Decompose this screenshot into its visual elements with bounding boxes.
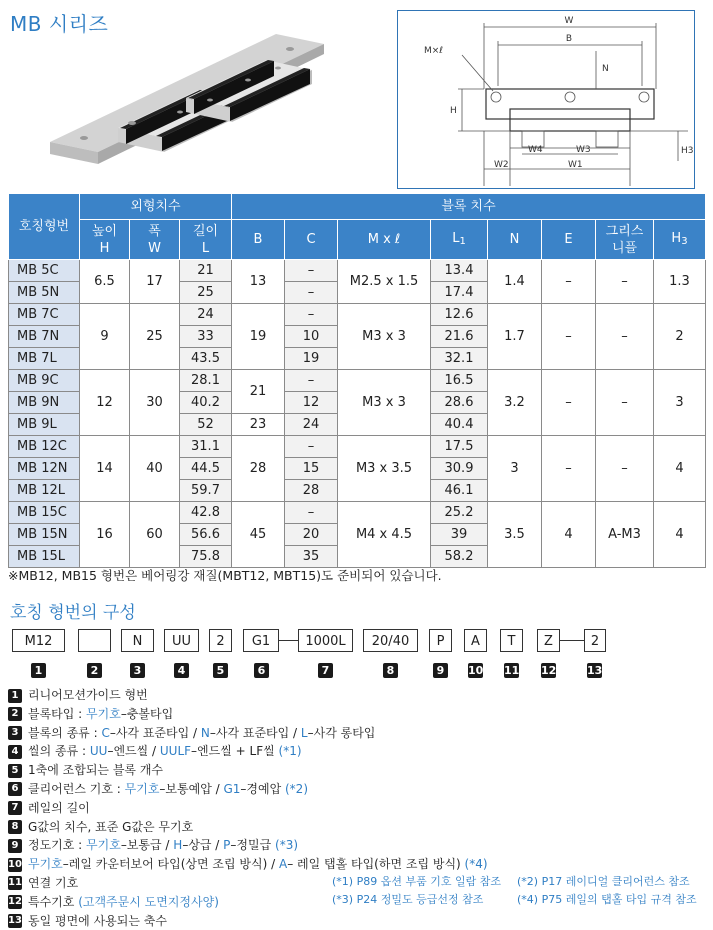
table-row: MB 9C 12 30 28.1 21 – M3 x 3 16.5 3.2 – – 3 xyxy=(9,370,706,392)
table-row: MB 9L 52 23 24 40.4 xyxy=(9,414,706,436)
table-row: MB 15L 75.8 35 58.2 xyxy=(9,546,706,568)
legend-text: 블록의 종류 : xyxy=(28,725,102,740)
legend-text: 레일의 길이 xyxy=(28,800,90,815)
legend-item xyxy=(8,836,708,855)
code-number-badge: 4 xyxy=(174,663,189,678)
legend-text: – 레일 탭홀 타입(하면 조립 방식) xyxy=(287,857,465,872)
model-cell: MB 15N xyxy=(9,524,80,546)
legend-text: C xyxy=(101,725,110,740)
table-row: MB 9N 40.2 12 28.6 xyxy=(9,392,706,414)
legend-text: 정도기호 : xyxy=(28,838,87,853)
legend-text: 씰의 종류 : xyxy=(28,744,90,759)
legend-text: –사각 표준타입 / xyxy=(209,725,301,740)
label-h3: H3 xyxy=(681,146,694,156)
table-row: MB 5C 6.5 17 21 13 – M2.5 x 1.5 13.4 1.4 – – 1.3 xyxy=(9,260,706,282)
legend-text: –레일 카운터보어 타입(상면 조립 방식) / xyxy=(62,857,279,872)
legend-item xyxy=(8,761,708,780)
legend-text: 무기호 xyxy=(86,838,121,853)
code-box: 2 xyxy=(584,629,606,652)
model-cell: MB 7N xyxy=(9,326,80,348)
reference-note: (*1) P89 옵션 부품 기호 일람 참조 xyxy=(332,875,501,888)
table-row: MB 12L 59.7 28 46.1 xyxy=(9,480,706,502)
legend-text: 블록타입 : xyxy=(28,706,87,721)
model-cell: MB 15C xyxy=(9,502,80,524)
model-cell: MB 12N xyxy=(9,458,80,480)
legend-number-badge: 7 xyxy=(8,801,22,815)
code-number-badge: 13 xyxy=(587,664,603,677)
legend-text: (*1) xyxy=(278,744,302,759)
legend-number-badge: 9 xyxy=(8,839,22,853)
header-height: 높이 H xyxy=(80,220,130,260)
legend-text: A xyxy=(278,857,288,872)
label-h: H xyxy=(450,106,457,116)
legend-text: –정밀급 xyxy=(230,838,276,853)
legend-text: UU xyxy=(89,744,108,759)
legend-text: (고객주문시 도면지정사양) xyxy=(78,894,219,909)
model-cell: MB 9C xyxy=(9,370,80,392)
table-row: MB 12C 14 40 31.1 28 – M3 x 3.5 17.5 3 – – 4 xyxy=(9,436,706,458)
legend-item xyxy=(8,686,708,705)
code-number-badge: 1 xyxy=(31,663,46,678)
legend-text: G1 xyxy=(223,781,241,796)
code-box: M12 xyxy=(12,629,65,652)
code-number-badge: 10 xyxy=(468,664,484,677)
legend-item xyxy=(8,724,708,743)
code-box: 1000L xyxy=(298,629,353,652)
legend-number-badge: 13 xyxy=(8,915,22,927)
header-length: 길이 L xyxy=(180,220,232,260)
legend-item xyxy=(8,780,708,799)
code-number-badge: 3 xyxy=(130,663,145,678)
code-number-badge: 5 xyxy=(213,663,228,678)
legend-item xyxy=(8,855,708,874)
legend-item xyxy=(8,912,708,930)
legend-number-badge: 5 xyxy=(8,764,22,778)
reference-note: (*4) P75 레일의 탭홀 타입 규격 참조 xyxy=(517,893,697,906)
legend-text: P xyxy=(223,838,231,853)
legend-text: (*2) xyxy=(285,781,308,796)
legend-text: (*3) xyxy=(275,838,299,853)
legend-text: –사각 롱타입 xyxy=(307,725,376,740)
code-box: N xyxy=(121,629,154,652)
code-box: P xyxy=(429,629,452,652)
code-number-badge: 12 xyxy=(541,664,557,677)
table-row: MB 5N 25 – 17.4 xyxy=(9,282,706,304)
label-w1: W1 xyxy=(568,160,583,170)
legend-text: G값의 치수, 표준 G값은 무기호 xyxy=(28,819,194,834)
model-cell: MB 12C xyxy=(9,436,80,458)
label-w4: W4 xyxy=(528,145,543,155)
legend-text: N xyxy=(200,725,210,740)
legend-item xyxy=(8,742,708,761)
code-box: G1 xyxy=(243,629,279,652)
legend-text: –충볼타입 xyxy=(120,706,174,721)
table-note: ※MB12, MB15 형번은 베어링강 재질(MBT12, MBT15)도 준비되어 있습니다. xyxy=(8,568,442,583)
legend-text: –보통급 / xyxy=(120,838,174,853)
legend-item xyxy=(8,799,708,818)
code-number-badge: 7 xyxy=(318,663,333,678)
legend-number-badge: 2 xyxy=(8,707,22,721)
code-box: Z xyxy=(537,629,560,652)
dimension-diagram xyxy=(397,10,695,189)
table-row: MB 15N 56.6 20 39 xyxy=(9,524,706,546)
table-row: MB 7C 9 25 24 19 – M3 x 3 12.6 1.7 – – 2 xyxy=(9,304,706,326)
code-number-badge: 9 xyxy=(433,663,448,678)
spec-table xyxy=(8,193,706,568)
header-block: 블록 치수 xyxy=(232,194,706,220)
code-number-badge: 6 xyxy=(254,663,269,678)
legend-item xyxy=(8,818,708,837)
legend-text: 무기호 xyxy=(86,706,121,721)
legend-text: 연결 기호 xyxy=(28,875,79,890)
model-cell: MB 9L xyxy=(9,414,80,436)
label-w2: W2 xyxy=(494,160,509,170)
legend-number-badge: 1 xyxy=(8,689,22,703)
label-n: N xyxy=(602,64,609,74)
header-h3: $H_3$ xyxy=(654,220,706,260)
model-cell: MB 7L xyxy=(9,348,80,370)
code-number-badge: 8 xyxy=(383,663,398,678)
product-illustration xyxy=(40,30,360,190)
legend-text: H xyxy=(173,838,183,853)
table-row: MB 7N 33 10 21.6 xyxy=(9,326,706,348)
model-cell: MB 5N xyxy=(9,282,80,304)
legend-text: 1축에 조합되는 블록 개수 xyxy=(28,763,163,778)
code-separator xyxy=(279,640,298,641)
code-box: T xyxy=(500,629,523,652)
legend-text: 무기호 xyxy=(28,857,63,872)
header-model: 호칭형번 xyxy=(9,194,80,260)
legend-text: –엔드씰 / xyxy=(107,744,160,759)
header-b: B xyxy=(232,220,285,260)
legend-number-badge: 6 xyxy=(8,782,22,796)
legend-text: 동일 평면에 사용되는 축수 xyxy=(28,913,167,928)
legend-text: 클리어런스 기호 : xyxy=(28,781,125,796)
header-c: C xyxy=(285,220,338,260)
legend-number-badge: 10 xyxy=(8,858,22,870)
label-b: B xyxy=(565,34,573,44)
section-title: 호칭 형번의 구성 xyxy=(10,603,136,623)
code-box: 20/40 xyxy=(363,629,418,652)
header-n: N xyxy=(488,220,542,260)
legend-text: –상급 / xyxy=(182,838,224,853)
code-box: UU xyxy=(164,629,199,652)
model-cell: MB 12L xyxy=(9,480,80,502)
legend-text: (*4) xyxy=(464,857,488,872)
model-cell: MB 7C xyxy=(9,304,80,326)
legend-text: –사각 표준타입 / xyxy=(109,725,201,740)
header-mxl: M x ℓ xyxy=(338,220,431,260)
code-number-badge: 11 xyxy=(504,664,520,677)
legend-number-badge: 12 xyxy=(8,896,22,908)
model-cell: MB 15L xyxy=(9,546,80,568)
table-row: MB 15C 16 60 42.8 45 – M4 x 4.5 25.2 3.5 4 A-M3 4 xyxy=(9,502,706,524)
legend-number-badge: 8 xyxy=(8,820,22,834)
model-cell: MB 9N xyxy=(9,392,80,414)
page-title: MB 시리즈 xyxy=(10,12,109,36)
header-nipple: 그리스 니플 xyxy=(596,220,654,260)
code-box xyxy=(78,629,111,652)
table-row: MB 7L 43.5 19 32.1 xyxy=(9,348,706,370)
label-w3: W3 xyxy=(576,145,591,155)
header-e: E xyxy=(542,220,596,260)
code-box: 2 xyxy=(209,629,232,652)
header-l1: $L_1$ xyxy=(431,220,488,260)
legend-number-badge: 4 xyxy=(8,745,22,759)
legend-text: –엔드씰 + LF씰 xyxy=(191,744,279,759)
legend-text: 특수기호 xyxy=(28,894,79,909)
model-cell: MB 5C xyxy=(9,260,80,282)
legend-number-badge: 11 xyxy=(8,877,22,889)
label-mxl: M×ℓ xyxy=(424,46,444,56)
reference-note: (*3) P24 정밀도 등급선정 참조 xyxy=(332,893,484,906)
legend-text: 무기호 xyxy=(124,781,160,796)
reference-note: (*2) P17 레이디얼 클리어런스 참조 xyxy=(517,875,690,888)
legend-number-badge: 3 xyxy=(8,726,22,740)
code-separator xyxy=(560,640,584,641)
table-row: MB 12N 44.5 15 30.9 xyxy=(9,458,706,480)
code-box: A xyxy=(464,629,487,652)
legend-text: UULF xyxy=(159,744,192,759)
header-outer: 외형치수 xyxy=(80,194,232,220)
legend-item xyxy=(8,705,708,724)
header-width: 폭 W xyxy=(130,220,180,260)
code-number-badge: 2 xyxy=(87,663,102,678)
legend-text: –경예압 xyxy=(240,781,285,796)
legend-text: L xyxy=(300,725,308,740)
legend-text: 리니어모션가이드 형번 xyxy=(28,688,148,702)
label-w: W xyxy=(564,16,574,26)
legend-text: –보통예압 / xyxy=(159,781,224,796)
